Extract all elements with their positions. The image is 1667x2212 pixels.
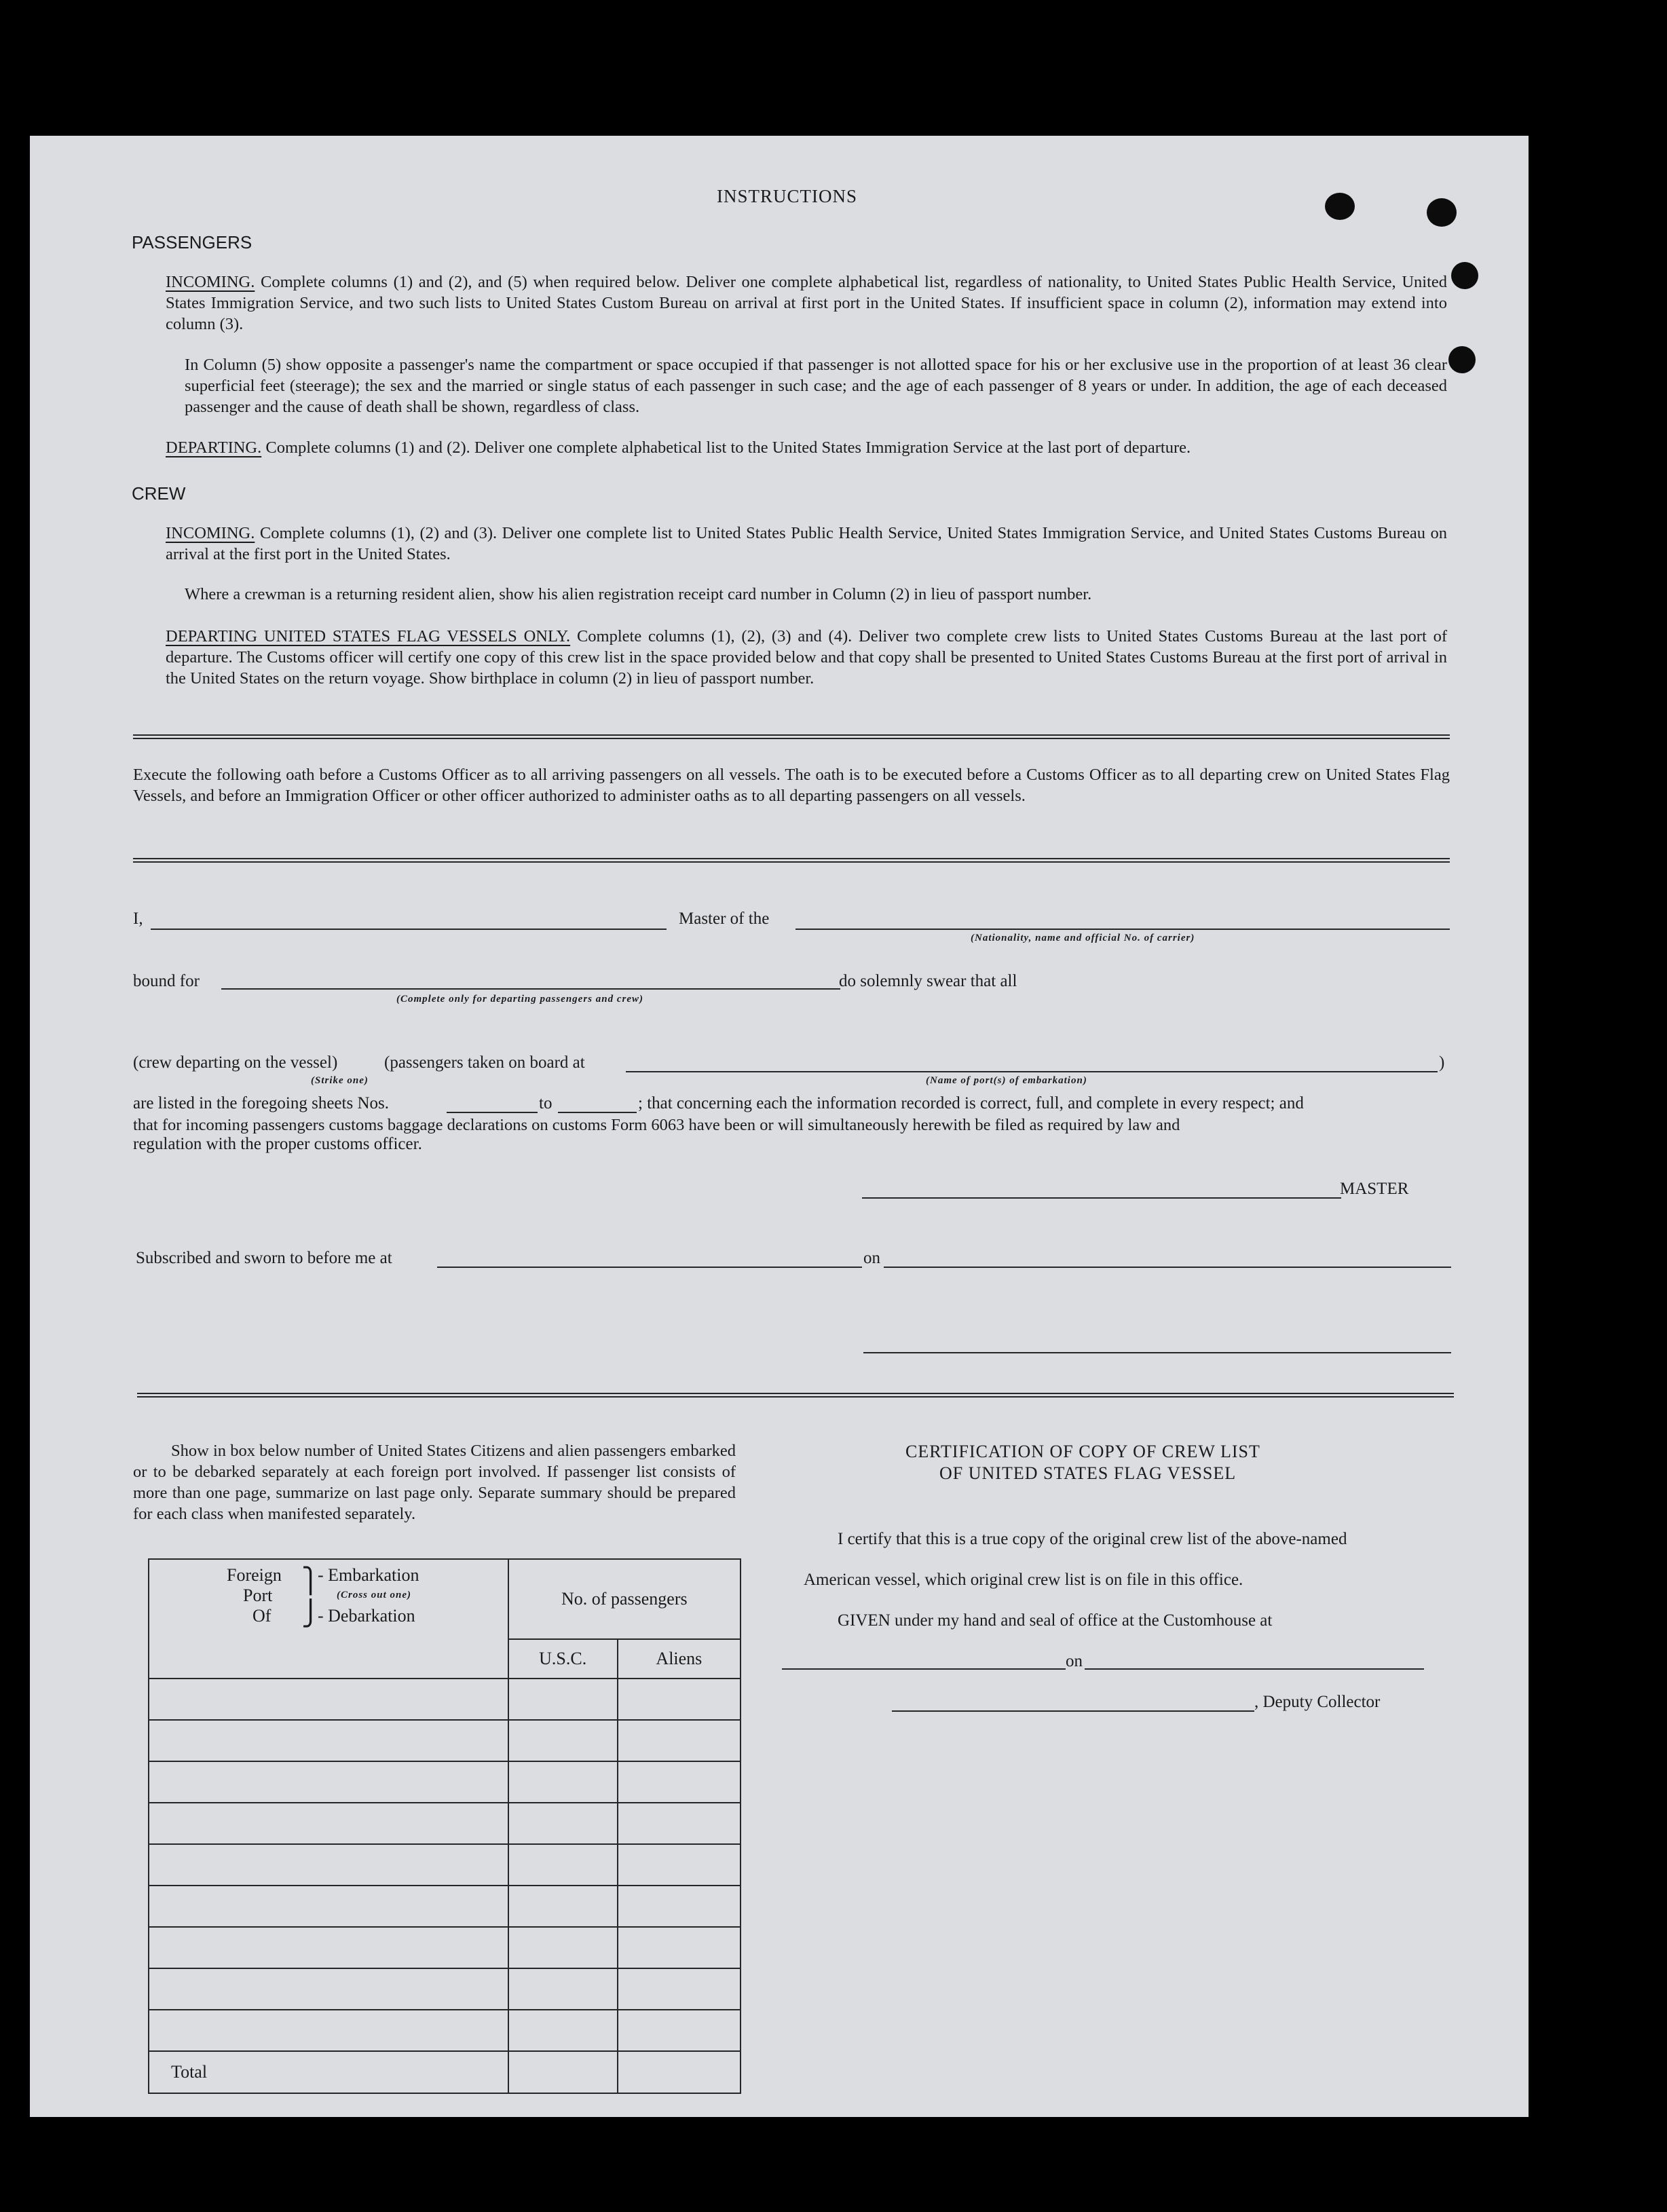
foreign-label: Foreign [227,1565,282,1585]
brace-top: ⎫ [301,1567,320,1594]
crew-heading: CREW [132,483,186,504]
passenger-summary-table [148,1558,741,2094]
certification-title-1: CERTIFICATION OF COPY OF CREW LIST [905,1442,1260,1461]
table-row[interactable] [149,2010,741,2051]
instructions-heading: INSTRUCTIONS [717,186,858,206]
passengers-incoming-label: INCOMING. [166,273,255,291]
baggage-text: that for incoming passengers customs baggage declarations on customs Form 6063 have been or will simultaneously herewith be filed as required by law and [133,1116,1180,1134]
crew-incoming-paragraph [166,523,1447,565]
ports-note: (Name of port(s) of embarkation) [926,1075,1087,1086]
certification-line-2: American vessel, which original crew list is on file in this office. [804,1571,1243,1589]
divider [133,734,1450,739]
sworn-date-line[interactable] [884,1267,1451,1268]
sheet-to-line[interactable] [558,1112,637,1113]
passengers-heading: PASSENGERS [132,232,252,252]
cross-out-note: (Cross out one) [337,1590,412,1600]
master-signature-line[interactable] [862,1197,1341,1199]
subscribed-text: Subscribed and sworn to before me at [136,1249,392,1267]
passengers-departing-text: Complete columns (1) and (2). Deliver one complete alphabetical list to the United States Immigration Service at the last port of departure. [265,438,1191,457]
crew-departing-option: (crew departing on the vessel) [133,1053,338,1072]
punch-hole [1325,193,1355,220]
table-row[interactable] [149,1803,741,1844]
total-label: Total [149,2051,508,2093]
master-name-line[interactable] [151,929,667,930]
crew-incoming-label: INCOMING. [166,524,255,542]
certification-line-3: GIVEN under my hand and seal of office at the Customhouse at [838,1611,1273,1630]
deputy-signature-line[interactable] [892,1710,1254,1712]
listed-rest: ; that concerning each the information recorded is correct, full, and complete in every respect; and [638,1094,1304,1112]
of-label: Of [252,1606,271,1626]
passengers-departing-paragraph [166,437,1447,458]
summary-text: Show in box below number of United States Citizens and alien passengers embarked or to be debarked separately at each foreign port involved. If passenger list consists of more than one page, summarize on last page only. Separate summary should be prepared for each class when manifested separately. [133,1442,736,1523]
bound-for-label: bound for [133,972,200,990]
crew-departing-label: DEPARTING UNITED STATES FLAG VESSELS ONLY. [166,627,571,645]
bound-for-line[interactable] [221,988,840,990]
certification-title-2: OF UNITED STATES FLAG VESSEL [939,1463,1237,1483]
embarkation-label: - Embarkation [318,1565,419,1585]
customhouse-place-line[interactable] [782,1668,1066,1670]
carrier-note: (Nationality, name and official No. of carrier) [971,933,1195,943]
table-row[interactable] [149,1886,741,1927]
aliens-header: Aliens [618,1639,741,1679]
deputy-collector-label: , Deputy Collector [1254,1693,1381,1711]
oath-intro: Execute the following oath before a Customs Officer as to all arriving passengers on all vessels. The oath is to be executed before a Customs Officer as to all departing crew on United States Flag Vessels, and before an Immigration Officer or other officer authorized to administer oaths as to all departing passengers on all vessels. [133,766,1450,805]
bound-note: (Complete only for departing passengers and crew) [396,994,643,1005]
punch-hole [1448,346,1476,373]
crew-departing-text: Complete columns (1), (2), (3) and (4). Deliver two complete crew lists to United States Customs Bureau at the last port of departure. The Customs officer will certify one copy of this crew list in the space provided below and that copy shall be presented to United States Customs Bureau at the first port of arrival in the United States on the return voyage. Show birthplace in column (2) in lieu of passport number. [166,627,1447,688]
passengers-incoming-text: Complete columns (1) and (2), and (5) when required below. Deliver one complete alphabetical list, regardless of nationality, to United States Public Health Service, United States Immigration Service, and two such lists to United States Custom Bureau on arrival at first port in the United States. If insufficient space in column (2), information may extend into column (3). [166,273,1448,333]
port-header-cell [149,1559,508,1679]
punch-hole [1451,262,1478,289]
carrier-line[interactable] [795,929,1450,930]
no-passengers-header: No. of passengers [508,1559,741,1639]
crew-departing-paragraph [166,626,1447,689]
close-paren: ) [1439,1053,1445,1072]
debarkation-label: - Debarkation [318,1606,415,1626]
form-sheet [30,136,1529,2117]
master-of-label: Master of the [679,910,770,928]
table-row[interactable] [149,1968,741,2010]
swear-text: do solemnly swear that all [839,972,1017,990]
table-row[interactable] [149,1679,741,1720]
regulation-text: regulation with the proper customs officer. [133,1135,422,1153]
oath-i-label: I, [133,910,143,928]
divider [133,858,1450,863]
strike-note: (Strike one) [311,1075,369,1086]
crew-alien-paragraph: Where a crewman is a returning resident alien, show his alien registration receipt card number in Column (2) in lieu of passport number. [185,585,1092,603]
passengers-column5-paragraph: In Column (5) show opposite a passenger's name the compartment or space occupied if that passenger is not allotted space for his or her exclusive use in the proportion of at least 36 clear superficial feet (steerage); the sex and the married or single status of each passenger in such case; and the age of each passenger of 8 years or under. In addition, the age of each deceased passenger and the cause of death shall be shown, regardless of class. [185,356,1447,416]
total-row[interactable] [149,2051,741,2093]
passengers-departing-label: DEPARTING. [166,438,262,457]
ports-line[interactable] [626,1071,1438,1072]
sworn-place-line[interactable] [437,1267,862,1268]
master-label: MASTER [1340,1180,1409,1198]
punch-hole [1427,198,1457,227]
usc-header: U.S.C. [508,1639,618,1679]
passengers-incoming-paragraph [166,271,1447,335]
table-row[interactable] [149,1761,741,1803]
certification-line-1: I certify that this is a true copy of the original crew list of the above-named [838,1530,1347,1548]
sheet-from-line[interactable] [447,1112,538,1113]
table-row[interactable] [149,1844,741,1886]
officer-signature-line[interactable] [863,1352,1451,1353]
listed-text: are listed in the foregoing sheets Nos. [133,1094,389,1112]
crew-incoming-text: Complete columns (1), (2) and (3). Deliver one complete list to United States Public Health Service, United States Immigration Service, and United States Customs Bureau on arrival at the first port in the United States. [166,524,1447,563]
certification-on-text: on [1066,1652,1083,1670]
certification-date-line[interactable] [1085,1668,1424,1670]
divider [137,1393,1454,1398]
port-label: Port [243,1586,273,1605]
table-row[interactable] [149,1927,741,1968]
table-row[interactable] [149,1720,741,1761]
to-text: to [539,1094,552,1112]
passengers-taken-option: (passengers taken on board at [384,1053,585,1072]
brace-bottom: ⎭ [301,1600,320,1627]
sworn-on-text: on [863,1249,880,1267]
